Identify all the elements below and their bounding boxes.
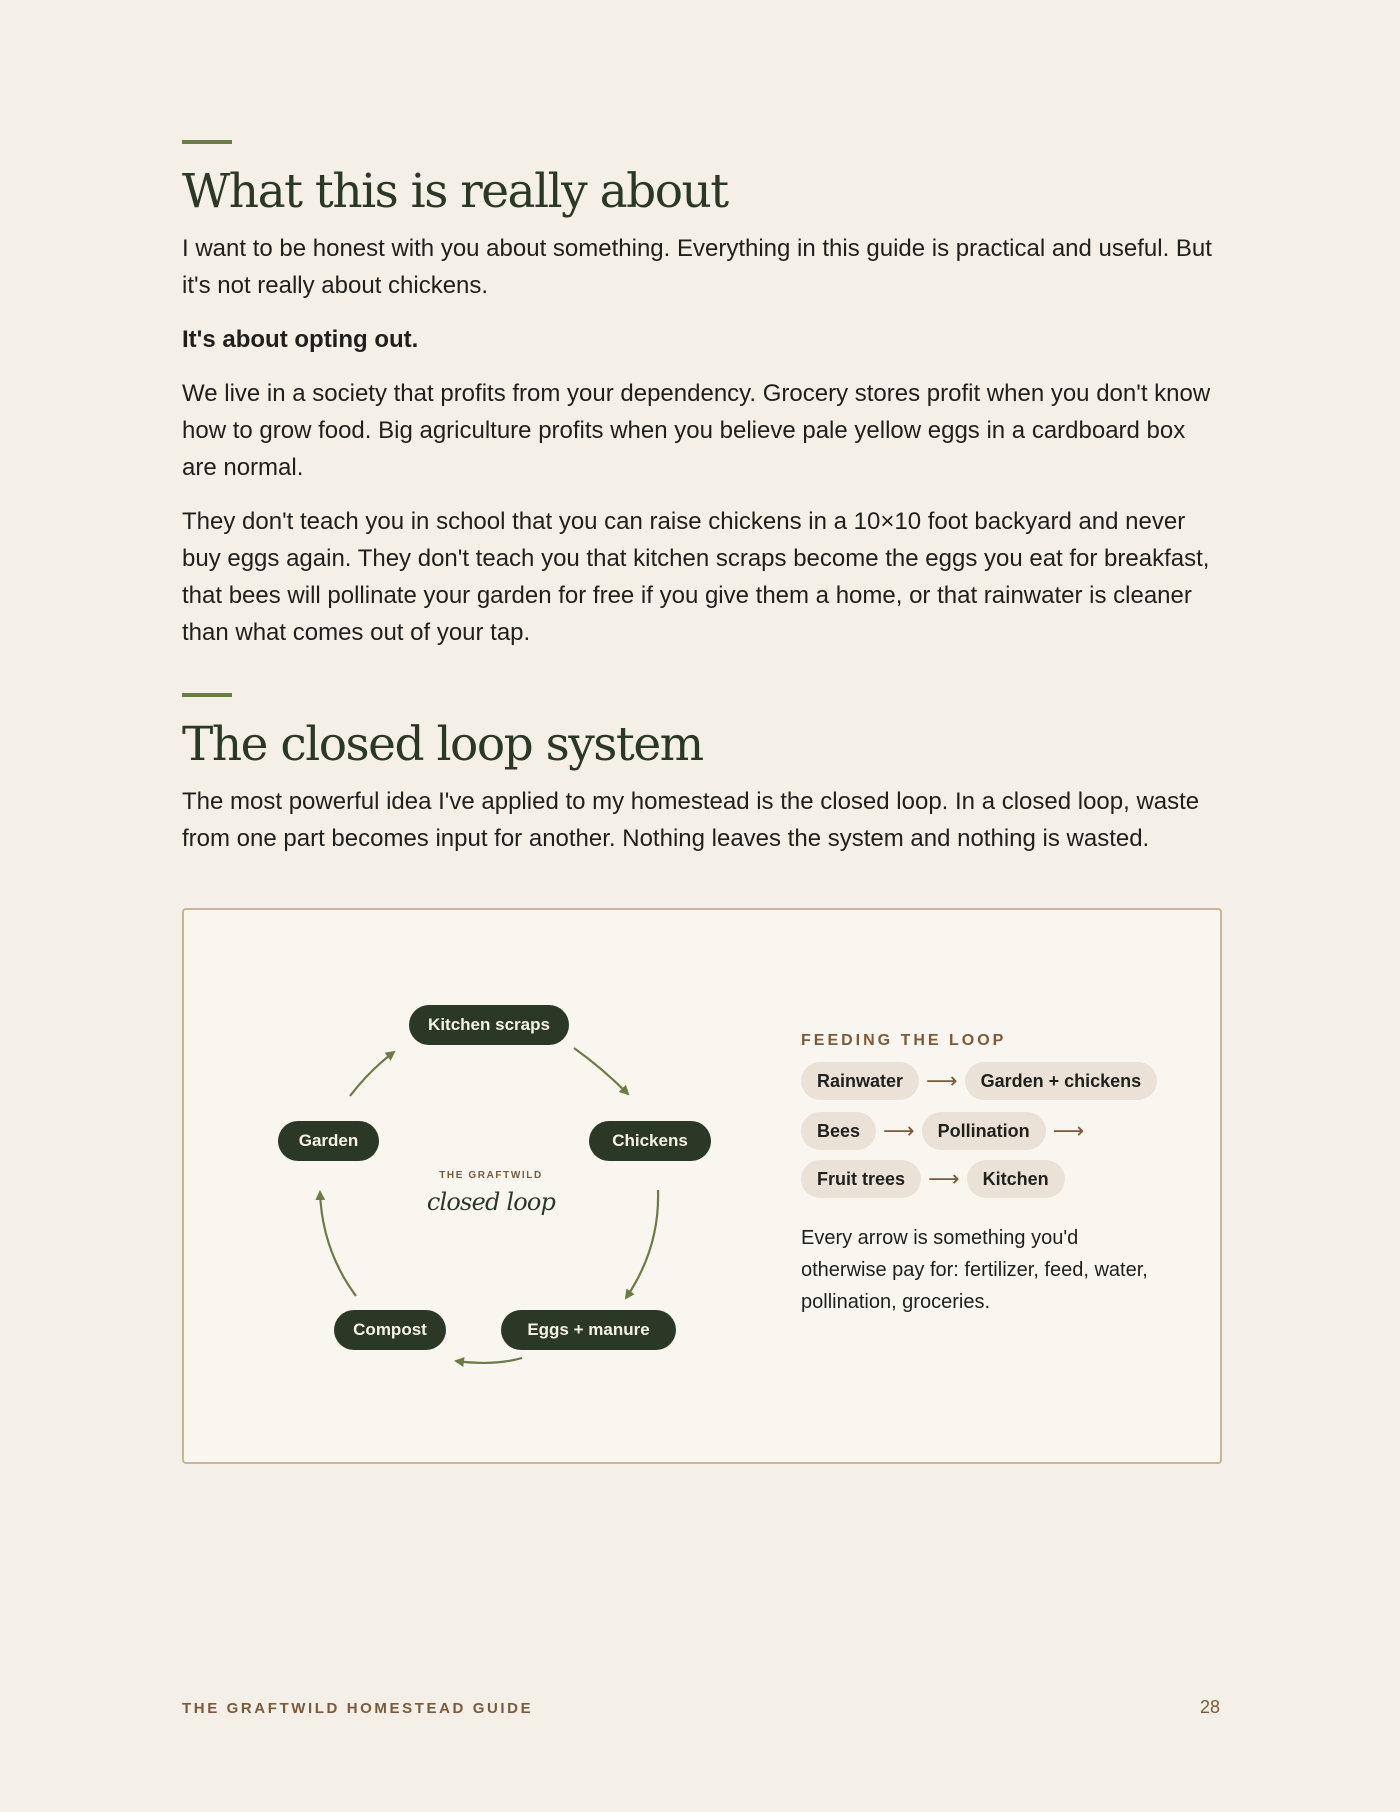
section-title: What this is really about (182, 164, 728, 219)
paragraph: The most powerful idea I've applied to my homestead is the closed loop. In a closed loop, waste from one part becomes input for another. Nothing leaves the system and nothing is wasted. (182, 788, 1200, 852)
paragraph: I want to be honest with you about something. Everything in this guide is practical and useful. But it's not really about chickens. (182, 235, 1212, 299)
flow-chip: Fruit trees (801, 1160, 921, 1198)
loop-center-title: closed loop (426, 1188, 556, 1216)
footer-guide-name: THE GRAFTWILD HOMESTEAD GUIDE (182, 1700, 534, 1717)
right-arrow-icon: ⟶ (926, 1068, 958, 1093)
node-garden: Garden (278, 1121, 379, 1161)
arrow-scraps-to-chickens (574, 1048, 628, 1094)
flow-chip: Bees (801, 1112, 876, 1150)
feeding-note: Every arrow is something you'd otherwise pay for: fertilizer, feed, water, pollination, groceries. (801, 1227, 1148, 1313)
node-chickens: Chickens (589, 1121, 711, 1161)
flow-chip: Rainwater (801, 1062, 919, 1100)
closed-loop-figure (182, 908, 1222, 1464)
arrow-chickens-to-eggs (626, 1190, 658, 1298)
flow-row (801, 1160, 1201, 1198)
feeding-eyebrow: FEEDING THE LOOP (801, 1032, 1007, 1049)
flow-chip: Garden + chickens (965, 1062, 1158, 1100)
node-compost: Compost (334, 1310, 446, 1350)
emphasis-paragraph: It's about opting out. (182, 326, 419, 353)
flow-chip: Pollination (922, 1112, 1046, 1150)
flow-row (801, 1062, 1201, 1100)
paragraph: We live in a society that profits from your dependency. Grocery stores profit when you don't know how to grow food. Big agriculture profits when you believe pale yellow eggs in a cardboard box are normal. (182, 380, 1211, 481)
page-number: 28 (1199, 1697, 1220, 1717)
arrow-garden-to-scraps (350, 1052, 394, 1096)
section-rule (182, 693, 232, 697)
section-rule (182, 140, 232, 144)
arrow-eggs-to-compost (456, 1358, 522, 1363)
flow-chip: Kitchen (967, 1160, 1065, 1198)
flow-row (801, 1112, 1201, 1150)
section-title: The closed loop system (182, 717, 703, 772)
right-arrow-icon: ⟶ (1052, 1118, 1085, 1143)
paragraph: They don't teach you in school that you can raise chickens in a 10×10 foot backyard and never buy eggs again. They don't teach you that kitchen scraps become the eggs you eat for breakfast, that bees will pollinate your garden for free if you give them a home, or that rainwater is cleaner than what comes out of your tap. (182, 508, 1210, 646)
node-kitchen-scraps: Kitchen scraps (409, 1005, 569, 1045)
feeding-the-loop-panel (801, 1032, 1201, 1318)
arrow-compost-to-garden (320, 1192, 356, 1296)
node-eggs-manure: Eggs + manure (501, 1310, 676, 1350)
right-arrow-icon: ⟶ (883, 1118, 915, 1143)
page-content (182, 140, 1220, 874)
loop-center-eyebrow: THE GRAFTWILD (439, 1170, 543, 1181)
right-arrow-icon: ⟶ (928, 1166, 960, 1191)
